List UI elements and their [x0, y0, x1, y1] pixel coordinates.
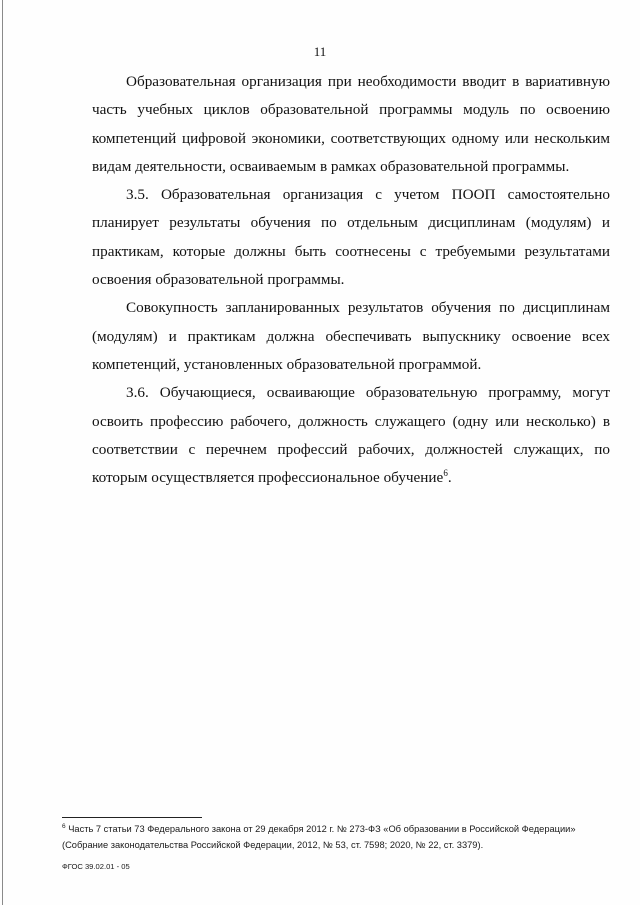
footnote-text: Часть 7 статьи 73 Федерального закона от 29 декабря 2012 г. № 273-ФЗ «Об образовании в Российской Федерации» (Собрание законодательства Российской Федерации, 2012, № 53, ст. 7598; 2020, № 22, ст. 3379).: [62, 824, 576, 850]
footnote-reference: 6: [443, 468, 448, 479]
paragraph-3-5: 3.5. Образовательная организация с учетом ПООП самостоятельно планирует результаты обучения по отдельным дисциплинам (модулям) и практикам, которые должны быть соотнесены с требуемыми результатами освоения образовательной программы.: [92, 186, 610, 289]
scan-edge-line: [2, 0, 3, 905]
document-code: ФГОС 39.02.01 - 05: [62, 862, 130, 871]
footnote-separator: [62, 817, 202, 818]
page-number: 11: [313, 44, 327, 59]
body-text: [92, 68, 610, 492]
paragraph-learning-outcomes: Совокупность запланированных результатов обучения по дисциплинам (модулям) и практикам должна обеспечивать выпускнику освоение всех компетенций, установленных образовательной программой.: [92, 299, 610, 373]
paragraph-3-6: 3.6. Обучающиеся, осваивающие образовательную программу, могут освоить профессию рабочего, должность служащего (одну или несколько) в соответствии с перечнем профессий рабочих, должностей служащих, по которым осуществляется профессиональное обучение$^6$.: [92, 384, 610, 487]
footnote: [62, 822, 617, 853]
paragraph-3-6-text: 3.6. Обучающиеся, осваивающие образовательную программу, могут освоить профессию рабочего, должность служащего (одну или несколько) в соответствии с перечнем профессий рабочих, должностей служащих, по которым осуществляется профессиональное обучение: [92, 384, 610, 487]
footnote-mark: 6: [62, 822, 66, 830]
paragraph-digital-economy: Образовательная организация при необходимости вводит в вариативную часть учебных циклов образовательной программы модуль по освоению компетенций цифровой экономики, соответствующих одному или нескольким видам деятельности, осваиваемым в рамках образовательной программы.: [92, 73, 610, 175]
